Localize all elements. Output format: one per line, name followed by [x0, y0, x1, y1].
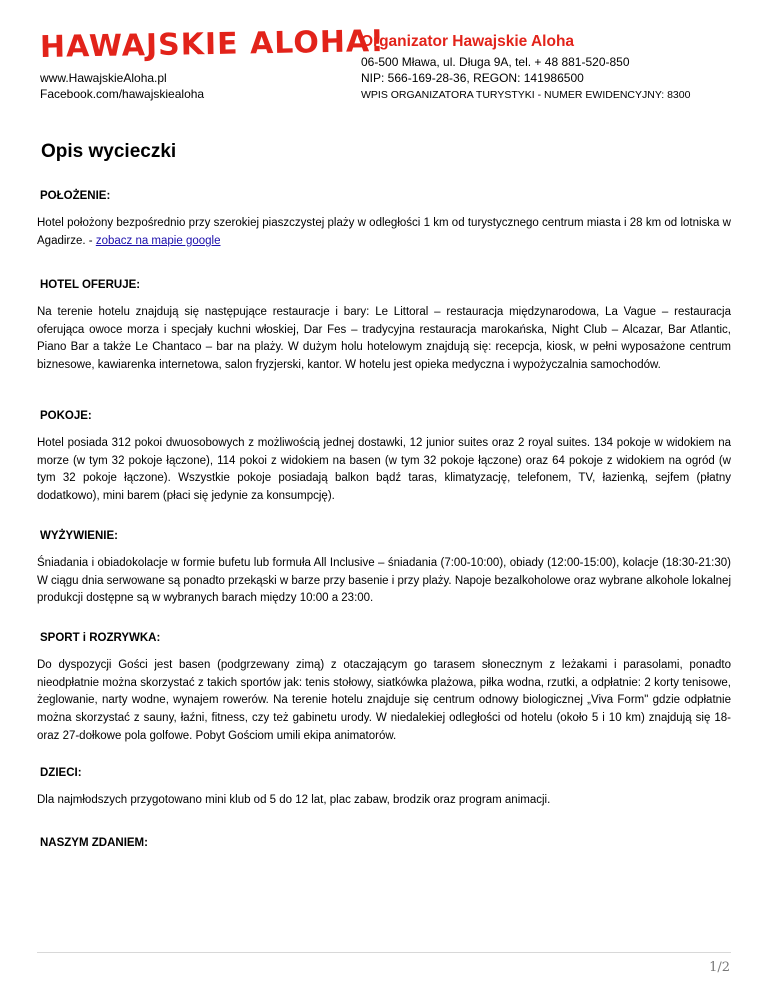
section-text: Do dyspozycji Gości jest basen (podgrzewany zimą) z otaczającym go tarasem słonecznym z leżakami i parasolami, ponadto nieodpłatnie można skorzystać z takich sportów jak: tenis stołowy, siatkówka plażowa, piłka wodna, rzutki, a odpłatnie: 2 korty tenisowe, żeglowanie, narty wodne, wynajem rowerów. Na terenie hotelu znajduje się centrum odnowy biologicznej „Viva Form" gdzie odpłatnie można skorzystać z sauny, łaźni, fitness, czy też gabinetu urody. W niedalekiej odległości od hotelu (około 5 i 10 km) znajdują się 18- oraz 27-dołkowe pola golfowe. Pobyt Gościom umili ekipa animatorów. — [37, 659, 731, 742]
section-food — [37, 529, 731, 608]
organizer-title: Organizator Hawajskie Aloha — [361, 33, 575, 50]
brand-logo: HAWAJSKIE ALOHA! — [39, 23, 386, 65]
organizer-nip-regon: NIP: 566-169-28-36, REGON: 141986500 — [361, 71, 584, 85]
facebook-link[interactable]: Facebook.com/hawajskiealoha — [40, 87, 205, 101]
section-text: Dla najmłodszych przygotowano mini klub od 5 do 12 lat, plac zabaw, brodzik oraz program animacji. — [37, 794, 551, 806]
page-title: Opis wycieczki — [41, 141, 177, 162]
section-rooms — [37, 409, 731, 506]
section-text: Na terenie hotelu znajdują się następujące restauracje i bary: Le Littoral – restauracja międzynarodowa, La Vague – restauracja oferująca owoce morza i specjały kuchni włoskiej, Dar Fes – tradycyjna restauracja marokańska, Night Club – Alcazar, Bar Atlantic, Piano Bar a także Le Chantaco – bar na plaży. W dużym holu hotelowym znajdują się: recepcja, kiosk, w pełni wyposażone centrum biznesowe, kawiarenka internetowa, salon fryzjerski, kantor. W hotelu jest opieka medyczna i wypożyczalnia samochodów. — [37, 306, 731, 372]
section-heading: WYŻYWIENIE: — [40, 530, 118, 542]
section-text — [37, 215, 731, 250]
section-text: Hotel posiada 312 pokoi dwuosobowych z możliwością jednej dostawki, 12 junior suites oraz 2 royal suites. 134 pokoje w widokiem na morze (w tym 32 pokoje łączone), 114 pokoi z widokiem na basen (w tym 32 pokoje łączone) oraz 64 pokoje z widokiem na ogród (w tym 32 pokoje łączone). Wszystkie pokoje posiadają balkon bądź taras, klimatyzację, telefonem, TV, łazienką, sejfem (płatny dodatkowo), mini barem (płaci się jedynie za konsumpcję). — [37, 437, 731, 503]
section-heading: HOTEL OFERUJE: — [40, 279, 141, 291]
section-location — [37, 189, 731, 250]
organizer-registry: WPIS ORGANIZATORA TURYSTYKI - NUMER EWIDENCYJNY: 8300 — [361, 89, 691, 101]
section-text: Śniadania i obiadokolacje w formie bufetu lub formuła All Inclusive – śniadania (7:00-10:00), obiady (12:00-15:00), kolacje (18:30-21:30) W ciągu dnia serwowane są ponadto przekąski w barze przy basenie i przy plaży. Napoje bezalkoholowe oraz wybrane alkohole lokalnej produkcji dostępne są w wybranych barach między 10:00 a 23:00. — [37, 557, 731, 605]
location-text: Hotel położony bezpośrednio przy szerokiej piaszczystej plaży w odległości 1 km od turystycznego centrum miasta i 28 km od lotniska w Agadirze. - — [37, 217, 731, 247]
page-number: 1/2 — [709, 960, 730, 975]
section-hotel — [37, 278, 731, 375]
contact-links — [40, 70, 204, 102]
footer-divider — [37, 952, 731, 953]
section-heading: POŁOŻENIE: — [40, 190, 111, 202]
organizer-info — [361, 32, 690, 103]
website-link[interactable]: www.HawajskieAloha.pl — [40, 71, 167, 85]
organizer-address: 06-500 Mława, ul. Długa 9A, tel. + 48 881-520-850 — [361, 55, 630, 69]
section-kids — [37, 766, 731, 810]
section-heading: POKOJE: — [40, 410, 92, 422]
section-opinion — [37, 836, 731, 850]
section-heading: DZIECI: — [40, 767, 82, 779]
google-map-link[interactable]: zobacz na mapie google — [95, 234, 221, 247]
section-heading: NASZYM ZDANIEM: — [40, 837, 148, 849]
section-heading: SPORT i ROZRYWKA: — [40, 632, 161, 644]
section-sport — [37, 631, 731, 746]
